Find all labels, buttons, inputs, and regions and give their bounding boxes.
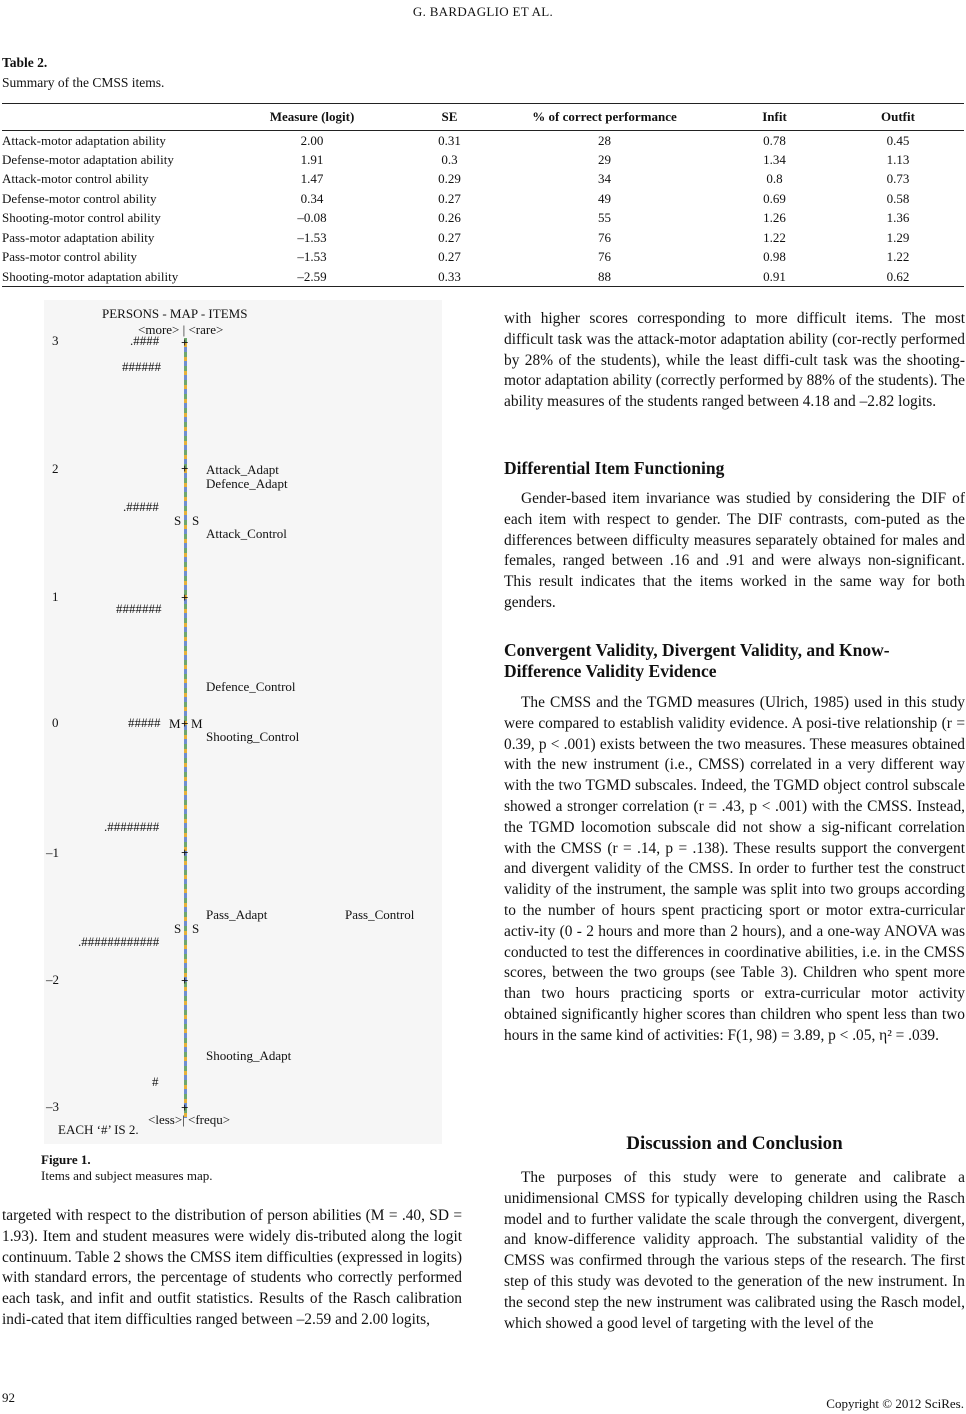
right-paragraph-3: The CMSS and the TGMD measures (Ulrich, 1985) used in this study were compared to establish validity evidence. A posi-tive relationship (r = 0.39, p < .001) exists between the two measures. These measures obtained with the new instrument (i.e., CMSS) correlated in a very different way with the two TGMD subscales. Indeed, the TGMD object control subscale showed a stronger correlation (r = .43, p < .001) with the CMSS. Instead, the TGMD locomotion subscale did not show a sig-nificant correlation with the CMSS (r = .14, p = .138). These results support the convergent and divergent validity of the CMSS. In order to further test the construct validity of the instrument, the sample was split into two groups according to the number of hours spent practicing sport or motor extra-curricular activ-ity (0 - 2 hours and more than 2 hours), and a one-way ANOVA was conducted to test the differences in coordinative abilities, i.e. in the CMSS scores, between the two groups (see Table 3). Children who spent more than two hours practicing sports or extra-curricular motor activity obtained significantly higher scores than children who spent less than two hours in the same kind of activities: F(1, 98) = 3.89, p < .05, η² = .039. [504,694,965,1044]
right-paragraph-1: with higher scores corresponding to more difficult items. The most difficult task was the attack-motor adaptation ability (cor-rectly performed by 28% of the students), while the least diffi-cult task was the shooting-motor adaptation ability (correctly performed by 88% of the students). The ability measures of the students ranged between 4.18 and –2.82 logits. [504,310,965,411]
table-cell: 0.34 [300,190,324,206]
table-cell: 1.29 [886,229,910,245]
scale-plus-mark: + [181,590,189,605]
table-cell: 0.45 [886,132,910,148]
cmss-items-table [2,103,964,287]
right-paragraph-4: The purposes of this study were to generate and calibrate a unidimensional CMSS for typically developing children using the Rasch model and to further validate the scale through the convergent, divergent, and know-difference validity approach. The substantial validity of the CMSS was confirmed through the various steps of the research. The first step of this study was devoted to the generation of the new instrument. In the second step the new instrument was calibrated using the Rasch model, which showed a good level of targeting with the level of the [504,1169,965,1332]
table-cell: –2.59 [297,268,327,284]
table-cell: 0.69 [763,190,786,206]
table-caption: Summary of the CMSS items. [2,75,165,90]
table-header-cell: Infit [762,109,787,124]
table-cell: 88 [598,268,611,284]
left-column-paragraph: targeted with respect to the distribution of person abilities (M = .40, SD = 1.93). Item and student measures were widely dis-tributed along the logit continuum. Table 2 shows the CMSS item difficulties (expressed in logits) with standard errors, the percentage of students who correctly performed each task, and infit and outfit statistics. Results of the Rasch calibration indi-cated that item difficulties ranged between –2.59 and 2.00 logits, [2,1207,462,1328]
section-heading-dif: Differential Item Functioning [504,458,725,478]
scale-plus-mark: + [181,1100,189,1115]
table-cell: 0.98 [763,249,786,265]
copyright-notice: Copyright © 2012 SciRes. [826,1396,964,1411]
figure-label: Figure 1. [41,1152,91,1167]
table-row [2,131,964,151]
item-label: Shooting_Adapt [206,1048,292,1063]
table-cell: 1.34 [763,151,786,167]
item-label: Defence_Adapt [206,476,288,491]
sd-marker-persons: S [174,921,182,936]
table-cell: Pass-motor control ability [2,249,138,265]
scale-plus-mark: + [181,973,189,988]
table-cell: –1.53 [297,229,327,245]
map-each-note: EACH ‘#’ IS 2. [58,1122,139,1137]
sd-marker-items: S [192,513,200,528]
table-row [2,189,964,209]
table-cell: 0.8 [766,171,783,187]
table-cell: 0.91 [763,268,786,284]
table-cell: 55 [598,210,611,226]
scale-tick: 1 [52,589,59,604]
item-label: Defence_Control [206,679,296,694]
right-paragraph-2: Gender-based item invariance was studied by considering the DIF of each item with respect to gender. The DIF contrasts, com-puted as the differences between difficulty measures separately obtained for males and females, ranged between .16 and .91 and were always non-significant. This result indicates that the items worked in the same way for both genders. [504,490,965,611]
person-hashes: .######## [104,819,160,834]
scale-tick: –2 [46,972,59,987]
scale-tick: –3 [46,1099,59,1114]
table-cell: Shooting-motor adaptation ability [2,268,179,284]
table-cell: 1.91 [300,151,324,167]
table-cell: 1.36 [886,210,910,226]
table-cell: 0.27 [438,249,461,265]
scale-tick: 3 [52,333,59,348]
table-row [2,267,964,287]
scale-tick: –1 [46,845,59,860]
table-cell: 28 [598,132,611,148]
table-cell: 1.26 [763,210,786,226]
map-top-label: <more> | <rare> [138,322,224,337]
running-head: G. BARDAGLIO ET AL. [412,4,554,19]
map-bottom-label: <less>| <frequ> [148,1112,231,1127]
person-hashes: # [152,1074,159,1089]
item-label: Attack_Adapt [206,462,279,477]
page-number: 92 [2,1390,15,1405]
scale-plus-mark: + [181,845,189,860]
table-row [2,209,964,229]
table-cell: 1.22 [886,249,910,265]
person-hashes: .##### [123,499,159,514]
section-heading-discussion: Discussion and Conclusion [626,1133,843,1154]
table-cell: Attack-motor adaptation ability [2,132,166,148]
table-cell: Shooting-motor control ability [2,210,161,226]
item-label: Pass_Control [345,907,415,922]
table-cell: –1.53 [297,249,327,265]
table-cell: Defense-motor adaptation ability [2,151,174,167]
figure-caption: Items and subject measures map. [41,1168,213,1183]
table-cell: 0.27 [438,190,461,206]
table-row [2,150,964,170]
table-cell: Defense-motor control ability [2,190,157,206]
scale-tick: 0 [52,715,59,730]
table-header-cell [2,104,217,131]
table-header-cell: % of correct performance [532,109,677,124]
table-cell: 29 [598,151,611,167]
item-label: Pass_Adapt [206,907,268,922]
table-cell: 76 [598,229,611,245]
table-cell: 0.73 [886,171,910,187]
sd-marker-persons: S [174,513,182,528]
table-cell: 49 [598,190,611,206]
table-header-row [2,104,964,131]
table-cell: 0.26 [438,210,461,226]
table-cell: 1.22 [763,229,786,245]
mean-marker-items: M [191,716,203,731]
table-cell: 0.27 [438,229,461,245]
mean-marker-persons: M [169,716,181,731]
person-hashes: ##### [128,715,161,730]
table-row [2,228,964,248]
table-cell: Pass-motor adaptation ability [2,229,155,245]
table-header-cell: Measure (logit) [269,109,355,124]
table-row [2,248,964,268]
table-cell: 76 [598,249,611,265]
table-cell: Attack-motor control ability [2,171,149,187]
item-label: Shooting_Control [206,729,300,744]
table-cell: 0.3 [441,151,458,167]
table-cell: 1.13 [886,151,910,167]
person-hashes: ####### [116,601,162,616]
item-label: Attack_Control [206,526,287,541]
map-title: PERSONS - MAP - ITEMS [102,306,248,321]
scale-plus-mark: + [181,461,189,476]
person-hashes: .############ [78,934,160,949]
scale-plus-mark: + [181,716,189,731]
person-hashes: .#### [130,333,160,348]
table-label: Table 2. [2,55,48,70]
table-cell: 0.58 [886,190,910,206]
table-cell: 0.29 [438,171,461,187]
person-item-map [44,300,442,1144]
table-header-cell: Outfit [881,109,915,124]
person-hashes: ###### [122,359,161,374]
sd-marker-items: S [192,921,200,936]
table-cell: 1.47 [300,171,324,187]
table-cell: –0.08 [297,210,327,226]
table-header-cell: SE [441,109,458,124]
table-cell: 2.00 [300,132,324,148]
scale-tick: 2 [52,461,59,476]
section-heading-validity: Convergent Validity, Divergent Validity, and Know-Difference Validity Evidence [504,640,890,681]
table-cell: 0.62 [886,268,910,284]
table-row [2,170,964,190]
scale-plus-mark: + [181,335,189,350]
table-cell: 0.78 [763,132,786,148]
table-cell: 34 [598,171,611,187]
table-cell: 0.33 [438,268,461,284]
table-cell: 0.31 [438,132,461,148]
